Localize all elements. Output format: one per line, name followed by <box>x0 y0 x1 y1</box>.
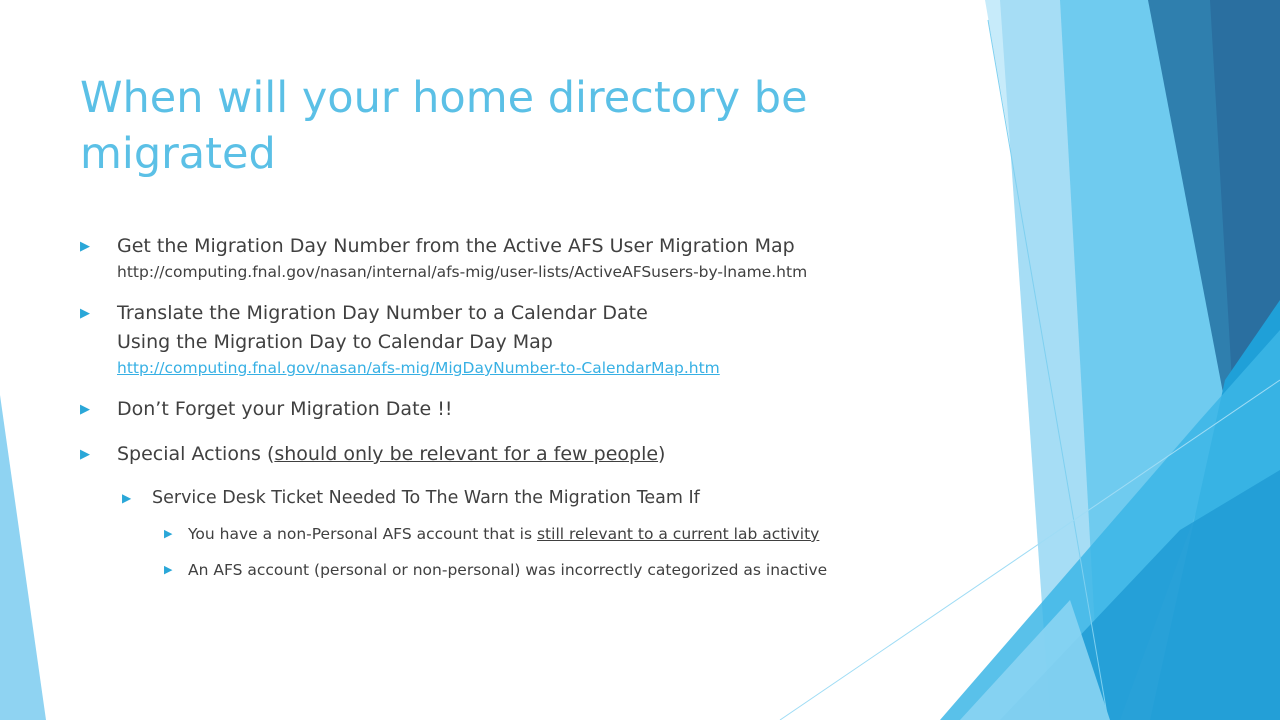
subsubbullet-item-non-personal <box>164 523 960 545</box>
bullet-text: Service Desk Ticket Needed To The Warn the Migration Team If <box>152 488 700 508</box>
slide-title: When will your home directory be migrated <box>80 73 808 179</box>
bullet-item-special-actions <box>80 440 960 469</box>
subsubbullet-item-inactive <box>164 559 960 581</box>
bullet-text: Get the Migration Day Number from the Active AFS User Migration Map <box>117 235 795 257</box>
bullet-text-prefix: You have a non-Personal AFS account that is <box>188 525 537 543</box>
slide-content <box>80 232 960 595</box>
bullet-text-suffix: ) <box>658 443 666 465</box>
bullet-item-reminder <box>80 395 960 424</box>
bullet-text: Don’t Forget your Migration Date !! <box>117 398 453 420</box>
triangle-right-icon: ▶ <box>80 306 90 321</box>
triangle-right-icon: ▶ <box>122 491 132 505</box>
triangle-right-icon: ▶ <box>164 563 173 576</box>
triangle-right-icon: ▶ <box>80 402 90 417</box>
migration-map-url: http://computing.fnal.gov/nasan/internal/afs-mig/user-lists/ActiveAFSusers-by-lname.htm <box>117 263 808 281</box>
bullet-text-emphasis: still relevant to a current lab activity <box>536 525 820 543</box>
bullet-text: An AFS account (personal or non-personal) was incorrectly categorized as inactive <box>188 561 828 579</box>
bullet-item-migration-map <box>80 232 960 283</box>
bullet-subtext: Using the Migration Day to Calendar Day Map <box>117 331 553 353</box>
bullet-text: Translate the Migration Day Number to a Calendar Date <box>117 302 648 324</box>
bullet-text-prefix: Special Actions ( <box>117 443 275 465</box>
left-edge-shape <box>0 395 46 720</box>
triangle-right-icon: ▶ <box>164 527 173 540</box>
subbullet-item-service-desk <box>122 485 960 511</box>
triangle-right-icon: ▶ <box>80 239 90 254</box>
triangle-right-icon: ▶ <box>80 447 90 462</box>
calendar-map-link[interactable]: http://computing.fnal.gov/nasan/afs-mig/MigDayNumber-to-CalendarMap.htm <box>117 359 720 377</box>
bullet-item-calendar-date <box>80 299 960 379</box>
bullet-text-emphasis: should only be relevant for a few people <box>274 443 659 465</box>
